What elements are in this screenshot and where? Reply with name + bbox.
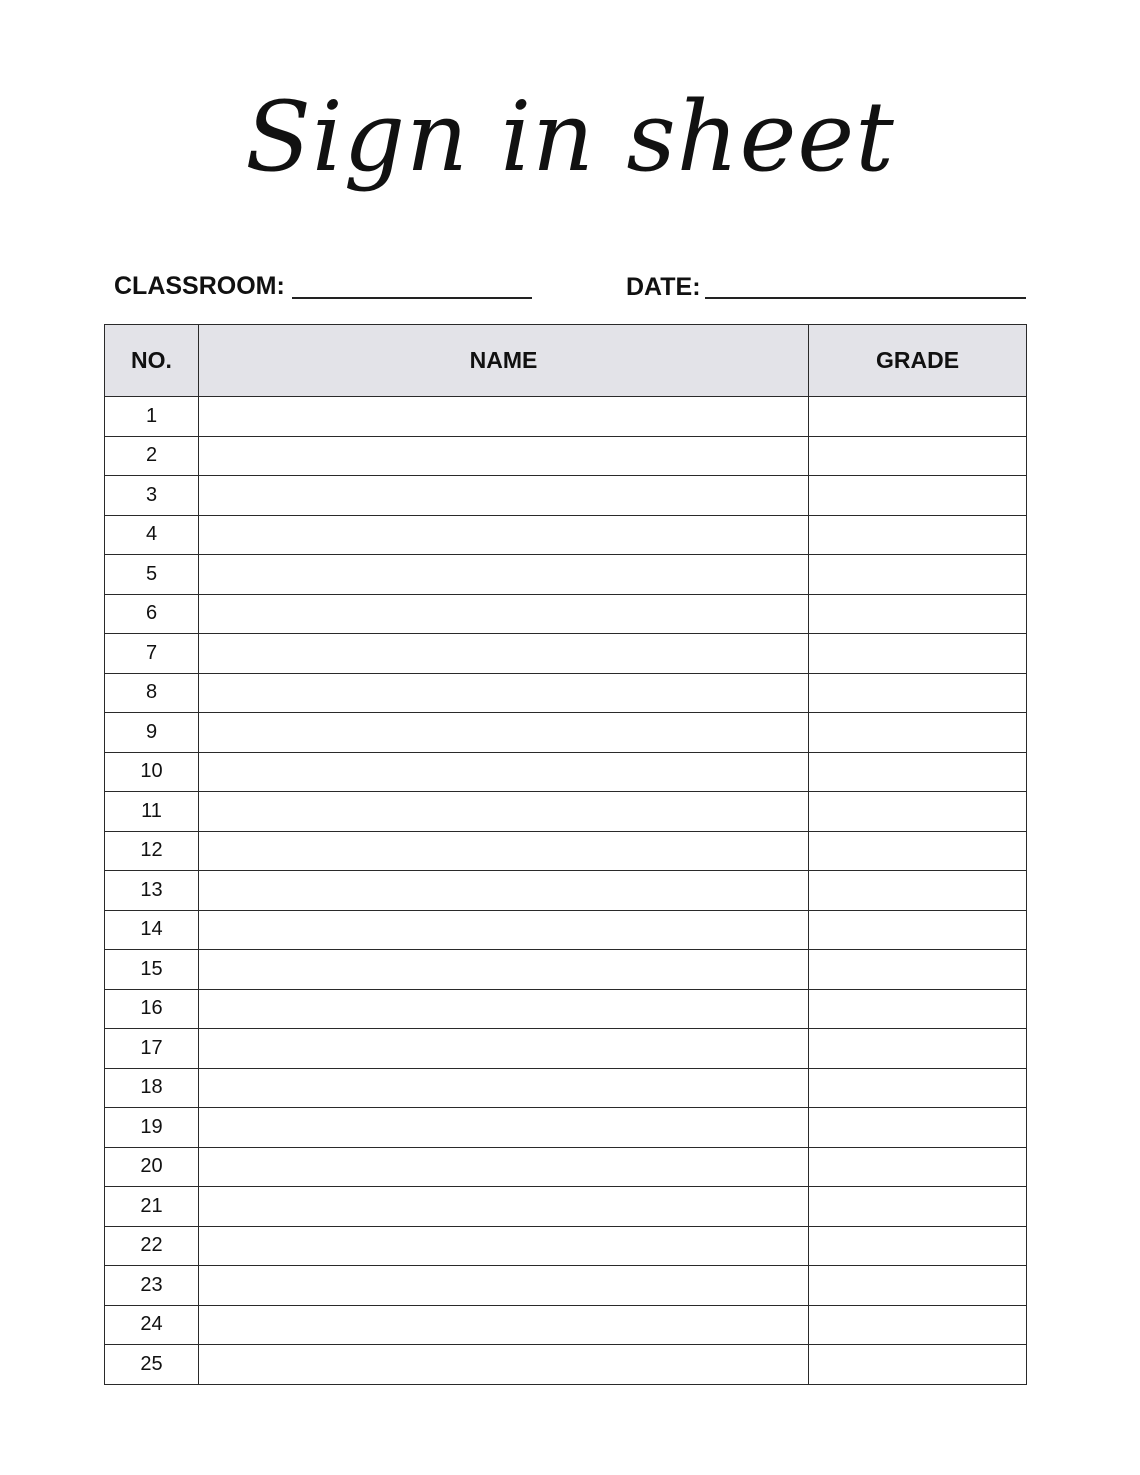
grade-cell[interactable] [809, 831, 1027, 871]
grade-cell[interactable] [809, 555, 1027, 595]
name-cell[interactable] [199, 1187, 809, 1227]
row-number: 2 [105, 436, 199, 476]
grade-cell[interactable] [809, 397, 1027, 437]
name-cell[interactable] [199, 950, 809, 990]
table-row [105, 831, 1027, 871]
grade-cell[interactable] [809, 1345, 1027, 1385]
page-title: Sign in sheet [245, 81, 895, 193]
row-number: 5 [105, 555, 199, 595]
name-cell[interactable] [199, 910, 809, 950]
column-header-grade: GRADE [809, 325, 1027, 397]
row-number: 22 [105, 1226, 199, 1266]
row-number: 3 [105, 476, 199, 516]
table-row [105, 476, 1027, 516]
row-number: 8 [105, 673, 199, 713]
row-number: 12 [105, 831, 199, 871]
grade-cell[interactable] [809, 1068, 1027, 1108]
table-row [105, 594, 1027, 634]
name-cell[interactable] [199, 713, 809, 753]
column-header-name: NAME [199, 325, 809, 397]
row-number: 17 [105, 1029, 199, 1069]
grade-cell[interactable] [809, 1029, 1027, 1069]
table-row [105, 1147, 1027, 1187]
row-number: 10 [105, 752, 199, 792]
name-cell[interactable] [199, 555, 809, 595]
name-cell[interactable] [199, 1305, 809, 1345]
grade-cell[interactable] [809, 1108, 1027, 1148]
grade-cell[interactable] [809, 634, 1027, 674]
date-label: DATE: [626, 273, 701, 301]
table-row [105, 1345, 1027, 1385]
table-row [105, 989, 1027, 1029]
table-row [105, 792, 1027, 832]
grade-cell[interactable] [809, 1305, 1027, 1345]
name-cell[interactable] [199, 594, 809, 634]
classroom-field[interactable] [292, 297, 532, 299]
name-cell[interactable] [199, 752, 809, 792]
row-number: 11 [105, 792, 199, 832]
row-number: 4 [105, 515, 199, 555]
name-cell[interactable] [199, 515, 809, 555]
table-row [105, 1108, 1027, 1148]
table-row [105, 1187, 1027, 1227]
date-field[interactable] [705, 297, 1026, 299]
row-number: 20 [105, 1147, 199, 1187]
table-row [105, 673, 1027, 713]
table-row [105, 1068, 1027, 1108]
column-header-no: NO. [105, 325, 199, 397]
row-number: 19 [105, 1108, 199, 1148]
table-row [105, 752, 1027, 792]
table-row [105, 1029, 1027, 1069]
grade-cell[interactable] [809, 1226, 1027, 1266]
row-number: 24 [105, 1305, 199, 1345]
row-number: 7 [105, 634, 199, 674]
row-number: 1 [105, 397, 199, 437]
grade-cell[interactable] [809, 436, 1027, 476]
name-cell[interactable] [199, 634, 809, 674]
row-number: 9 [105, 713, 199, 753]
name-cell[interactable] [199, 1266, 809, 1306]
name-cell[interactable] [199, 1147, 809, 1187]
name-cell[interactable] [199, 476, 809, 516]
row-number: 16 [105, 989, 199, 1029]
table-row [105, 634, 1027, 674]
name-cell[interactable] [199, 1029, 809, 1069]
row-number: 13 [105, 871, 199, 911]
grade-cell[interactable] [809, 594, 1027, 634]
table-body [105, 397, 1027, 1385]
grade-cell[interactable] [809, 1147, 1027, 1187]
row-number: 6 [105, 594, 199, 634]
grade-cell[interactable] [809, 910, 1027, 950]
row-number: 18 [105, 1068, 199, 1108]
table-row [105, 950, 1027, 990]
table-row [105, 1266, 1027, 1306]
classroom-label: CLASSROOM: [114, 272, 285, 300]
table-row [105, 1226, 1027, 1266]
name-cell[interactable] [199, 1345, 809, 1385]
grade-cell[interactable] [809, 871, 1027, 911]
grade-cell[interactable] [809, 1187, 1027, 1227]
table-row [105, 910, 1027, 950]
table-row [105, 555, 1027, 595]
table-row [105, 515, 1027, 555]
row-number: 15 [105, 950, 199, 990]
grade-cell[interactable] [809, 792, 1027, 832]
row-number: 23 [105, 1266, 199, 1306]
name-cell[interactable] [199, 397, 809, 437]
row-number: 25 [105, 1345, 199, 1385]
row-number: 21 [105, 1187, 199, 1227]
name-cell[interactable] [199, 1226, 809, 1266]
table-row [105, 713, 1027, 753]
grade-cell[interactable] [809, 713, 1027, 753]
name-cell[interactable] [199, 673, 809, 713]
grade-cell[interactable] [809, 476, 1027, 516]
table-header [105, 325, 1027, 397]
name-cell[interactable] [199, 792, 809, 832]
sign-in-table [104, 324, 1027, 1385]
table-row [105, 436, 1027, 476]
table-row [105, 397, 1027, 437]
name-cell[interactable] [199, 871, 809, 911]
name-cell[interactable] [199, 989, 809, 1029]
name-cell[interactable] [199, 436, 809, 476]
grade-cell[interactable] [809, 989, 1027, 1029]
name-cell[interactable] [199, 831, 809, 871]
table-row [105, 1305, 1027, 1345]
grade-cell[interactable] [809, 673, 1027, 713]
header-row [105, 325, 1027, 397]
grade-cell[interactable] [809, 752, 1027, 792]
grade-cell[interactable] [809, 950, 1027, 990]
name-cell[interactable] [199, 1068, 809, 1108]
row-number: 14 [105, 910, 199, 950]
grade-cell[interactable] [809, 1266, 1027, 1306]
name-cell[interactable] [199, 1108, 809, 1148]
table-row [105, 871, 1027, 911]
grade-cell[interactable] [809, 515, 1027, 555]
